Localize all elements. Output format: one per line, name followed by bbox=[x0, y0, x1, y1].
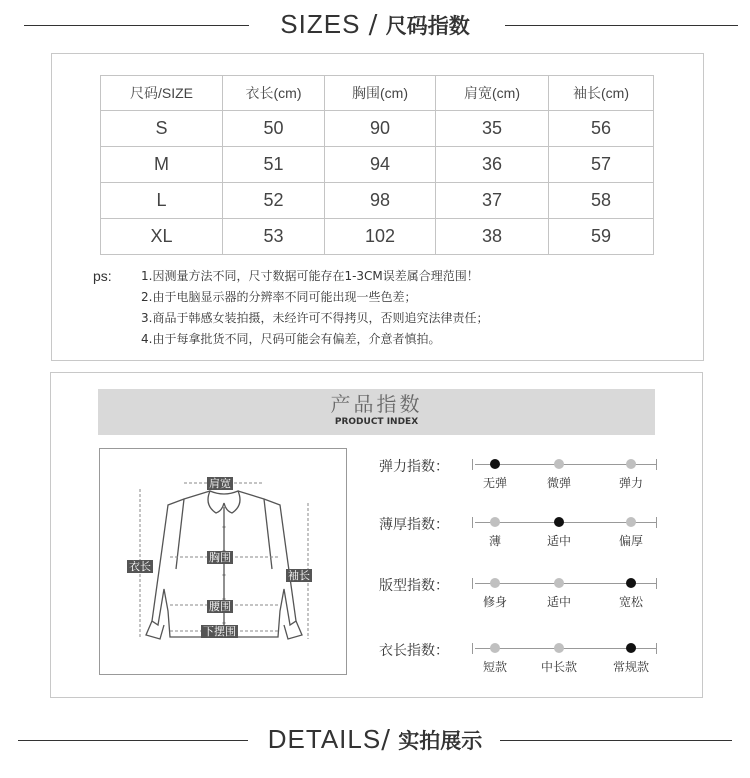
details-header bbox=[0, 720, 750, 760]
size-panel bbox=[51, 53, 704, 361]
table-cell: 50 bbox=[223, 111, 325, 147]
index-label: 薄厚指数： bbox=[379, 517, 449, 533]
table-cell: 36 bbox=[436, 147, 549, 183]
table-cell: 59 bbox=[549, 219, 654, 255]
notes-prefix: ps: bbox=[93, 268, 112, 284]
sizes-title-en: SIZES bbox=[280, 9, 361, 39]
index-row bbox=[379, 514, 679, 554]
table-cell: 52 bbox=[223, 183, 325, 219]
header-length: 衣长(cm) bbox=[223, 76, 325, 111]
scale-option-label: 微弹 bbox=[546, 476, 571, 490]
scale-option-label: 适中 bbox=[546, 595, 571, 609]
table-row bbox=[101, 147, 654, 183]
index-row bbox=[379, 575, 679, 615]
size-table-header-row bbox=[101, 76, 654, 111]
scale-dot bbox=[554, 459, 564, 469]
table-cell: 53 bbox=[223, 219, 325, 255]
note-item: 1.因测量方法不同，尺寸数据可能存在1-3CM误差属合理范围！ bbox=[141, 269, 479, 283]
label-length: 衣长 bbox=[129, 560, 151, 573]
scale-option-label: 短款 bbox=[482, 660, 507, 674]
scale-start-tick bbox=[472, 459, 473, 470]
index-label: 版型指数： bbox=[379, 578, 449, 594]
table-cell: 35 bbox=[436, 111, 549, 147]
index-row bbox=[379, 640, 679, 680]
table-row bbox=[101, 183, 654, 219]
sizes-title-sep: / bbox=[360, 10, 386, 40]
table-cell: 90 bbox=[325, 111, 436, 147]
table-cell: XL bbox=[101, 219, 223, 255]
product-index-title-en: PRODUCT INDEX bbox=[334, 417, 419, 427]
product-index-panel bbox=[50, 372, 703, 698]
table-cell: 37 bbox=[436, 183, 549, 219]
label-chest: 胸围 bbox=[209, 551, 231, 564]
table-row bbox=[101, 219, 654, 255]
header-shoulder: 肩宽(cm) bbox=[436, 76, 549, 111]
scale-dot-selected bbox=[490, 459, 500, 469]
table-cell: 98 bbox=[325, 183, 436, 219]
table-cell: 102 bbox=[325, 219, 436, 255]
table-cell: 56 bbox=[549, 111, 654, 147]
header-size: 尺码/SIZE bbox=[101, 76, 223, 111]
scale-dot bbox=[490, 517, 500, 527]
scale-end-tick bbox=[656, 578, 657, 589]
scale-dot bbox=[490, 578, 500, 588]
scale-end-tick bbox=[656, 643, 657, 654]
header-sleeve: 袖长(cm) bbox=[549, 76, 654, 111]
table-cell: 57 bbox=[549, 147, 654, 183]
scale-end-tick bbox=[656, 517, 657, 528]
size-table bbox=[100, 75, 654, 255]
sizes-title-zh: 尺码指数 bbox=[385, 14, 470, 38]
scale-option-label: 修身 bbox=[482, 595, 507, 609]
label-sleeve: 袖长 bbox=[288, 569, 310, 582]
table-cell: 94 bbox=[325, 147, 436, 183]
note-item: 2.由于电脑显示器的分辨率不同可能出现一些色差； bbox=[141, 290, 417, 304]
table-cell: 51 bbox=[223, 147, 325, 183]
label-shoulder: 肩宽 bbox=[209, 477, 231, 490]
scale-option-label: 偏厚 bbox=[618, 534, 643, 548]
table-cell: M bbox=[101, 147, 223, 183]
scale-option-label: 弹力 bbox=[618, 476, 643, 490]
scale-option-label: 宽松 bbox=[618, 595, 643, 609]
scale-dot bbox=[626, 517, 636, 527]
label-waist: 腰围 bbox=[209, 600, 231, 613]
table-row bbox=[101, 111, 654, 147]
table-cell: 58 bbox=[549, 183, 654, 219]
table-cell: 38 bbox=[436, 219, 549, 255]
note-item: 4.由于每拿批货不同，尺码可能会有偏差，介意者慎拍。 bbox=[141, 332, 441, 346]
details-title-en: DETAILS bbox=[267, 724, 382, 754]
notes-list bbox=[141, 266, 488, 350]
note-item: 3.商品于韩感女装拍摄，未经许可不得拷贝，否则追究法律责任； bbox=[141, 311, 489, 325]
header-chest: 胸围(cm) bbox=[325, 76, 436, 111]
scale-dot bbox=[626, 459, 636, 469]
label-hem: 下摆围 bbox=[203, 625, 236, 638]
index-label: 衣长指数： bbox=[379, 643, 449, 659]
scale-dot-selected bbox=[554, 517, 564, 527]
product-index-title-zh: 产品指数 bbox=[330, 392, 423, 416]
scale-dot bbox=[554, 643, 564, 653]
scale-option-label: 中长款 bbox=[540, 660, 577, 674]
details-title-zh: 实拍展示 bbox=[398, 729, 483, 753]
product-index-title-bar bbox=[98, 389, 655, 435]
table-cell: S bbox=[101, 111, 223, 147]
table-cell: L bbox=[101, 183, 223, 219]
index-row bbox=[379, 456, 679, 496]
details-title-sep: / bbox=[381, 725, 399, 755]
sizes-header bbox=[0, 5, 750, 45]
scale-dot-selected bbox=[626, 578, 636, 588]
index-label: 弹力指数： bbox=[379, 459, 449, 475]
scale-start-tick bbox=[472, 643, 473, 654]
scale-dot bbox=[490, 643, 500, 653]
scale-option-label: 无弹 bbox=[482, 476, 507, 490]
header-rule-right bbox=[505, 25, 738, 26]
scale-option-label: 薄 bbox=[488, 534, 501, 548]
scale-option-label: 适中 bbox=[546, 534, 571, 548]
scale-start-tick bbox=[472, 517, 473, 528]
scale-start-tick bbox=[472, 578, 473, 589]
scale-dot-selected bbox=[626, 643, 636, 653]
scale-option-label: 常规款 bbox=[612, 660, 649, 674]
garment-diagram bbox=[99, 448, 347, 675]
header-rule-right bbox=[500, 740, 732, 741]
scale-end-tick bbox=[656, 459, 657, 470]
scale-dot bbox=[554, 578, 564, 588]
